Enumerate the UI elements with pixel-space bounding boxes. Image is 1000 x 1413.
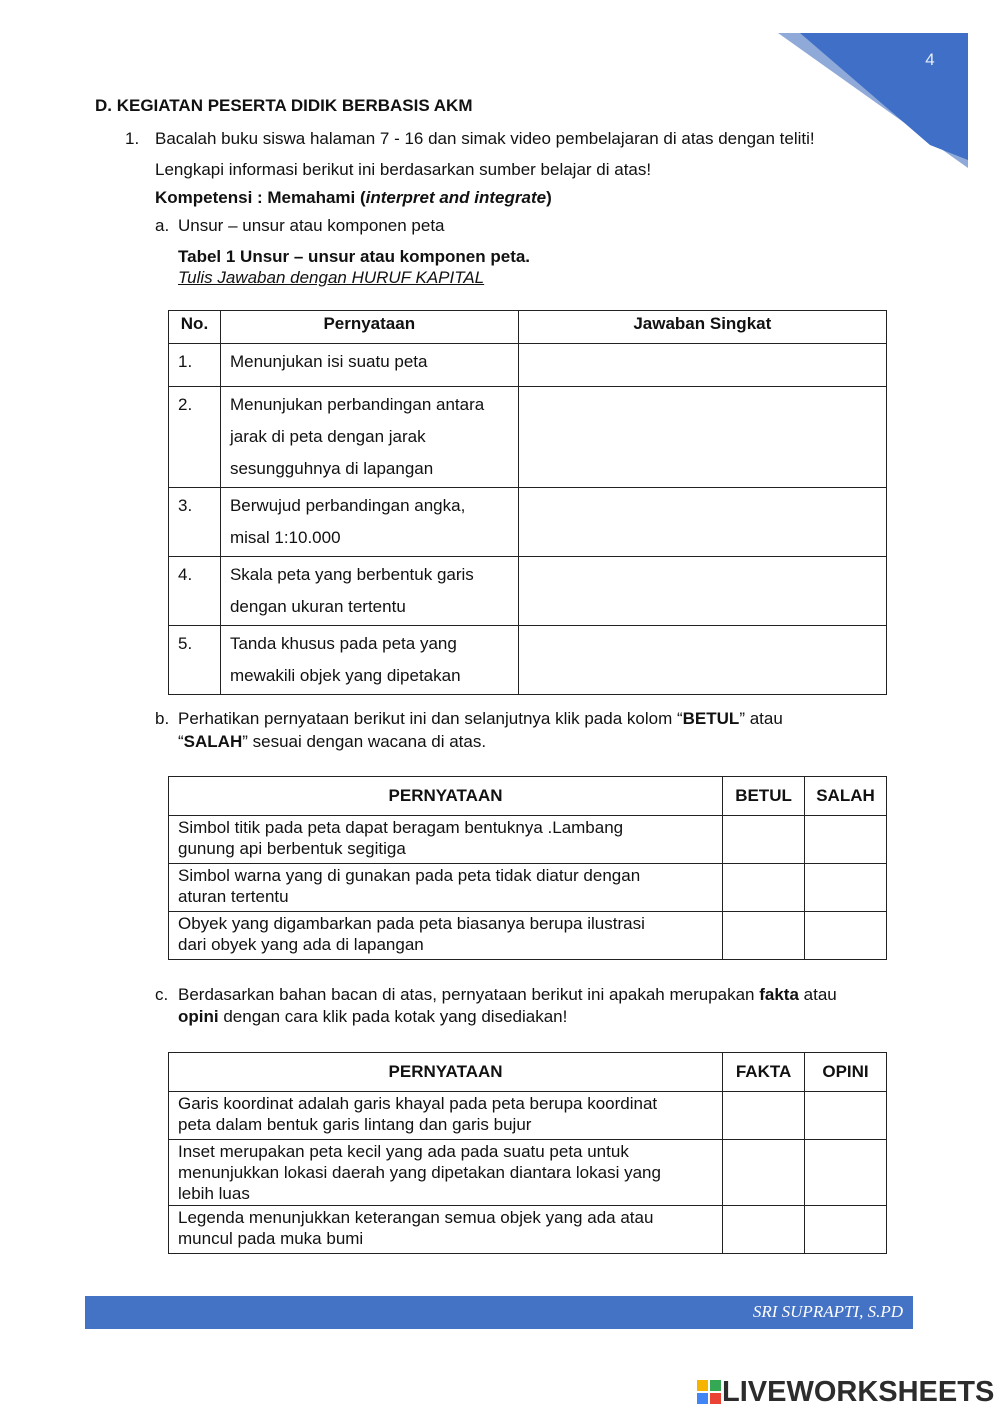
header-statement: PERNYATAAN bbox=[169, 1053, 723, 1092]
header-betul: BETUL bbox=[723, 777, 805, 816]
competency-prefix: Kompetensi : Memahami ( bbox=[155, 188, 366, 207]
fakta-checkbox-cell[interactable] bbox=[723, 1206, 805, 1254]
part-c-instruction-1 bbox=[178, 985, 837, 1005]
instr-text: ” sesuai dengan wacana di atas. bbox=[242, 732, 487, 751]
liveworksheets-brand[interactable]: LIVEWORKSHEETS bbox=[722, 1376, 995, 1408]
row-number: 2. bbox=[169, 387, 221, 488]
opini-checkbox-cell[interactable] bbox=[805, 1092, 887, 1140]
fakta-checkbox-cell[interactable] bbox=[723, 1140, 805, 1206]
part-a-label: a. bbox=[155, 216, 170, 235]
statement-line: Legenda menunjukkan keterangan semua objek yang ada atau bbox=[178, 1208, 654, 1227]
row-statement bbox=[169, 864, 723, 912]
row-statement bbox=[169, 912, 723, 960]
part-b-instruction-2 bbox=[178, 732, 486, 752]
page-number: 4 bbox=[925, 50, 935, 69]
salah-checkbox-cell[interactable] bbox=[805, 864, 887, 912]
salah-checkbox-cell[interactable] bbox=[805, 912, 887, 960]
fakta-checkbox-cell[interactable] bbox=[723, 1092, 805, 1140]
statement-line: lebih luas bbox=[178, 1184, 250, 1203]
opini-checkbox-cell[interactable] bbox=[805, 1140, 887, 1206]
header-opini: OPINI bbox=[805, 1053, 887, 1092]
statement-line: menunjukkan lokasi daerah yang dipetakan diantara lokasi yang bbox=[178, 1163, 661, 1182]
statement-line: mewakili objek yang dipetakan bbox=[229, 666, 461, 685]
table-row bbox=[169, 864, 887, 912]
table-1-header-row bbox=[169, 311, 887, 344]
statement-line: sesungguhnya di lapangan bbox=[229, 459, 434, 478]
instr-text: ” atau bbox=[739, 709, 783, 728]
table-fact-opinion bbox=[168, 1052, 887, 1254]
header-statement: PERNYATAAN bbox=[169, 777, 723, 816]
item-1-sub-instruction: Lengkapi informasi berikut ini berdasarkan sumber belajar di atas! bbox=[155, 160, 652, 179]
row-statement bbox=[169, 1206, 723, 1254]
table-row bbox=[169, 912, 887, 960]
statement-line: Menunjukan isi suatu peta bbox=[229, 352, 428, 371]
header-salah: SALAH bbox=[805, 777, 887, 816]
instr-bold: BETUL bbox=[682, 709, 740, 728]
footer-author: SRI SUPRAPTI, S.PD bbox=[752, 1302, 903, 1321]
table-1-header-answer: Jawaban Singkat bbox=[518, 311, 886, 344]
instr-text: atau bbox=[798, 985, 837, 1004]
statement-line: Garis koordinat adalah garis khayal pada peta berupa koordinat bbox=[178, 1094, 658, 1113]
row-statement bbox=[169, 1140, 723, 1206]
table-row bbox=[169, 1206, 887, 1254]
table-row bbox=[169, 344, 887, 387]
instr-bold: fakta bbox=[759, 985, 799, 1004]
part-c-instruction-2 bbox=[178, 1007, 567, 1027]
table-1-components bbox=[168, 310, 887, 695]
statement-line: aturan tertentu bbox=[178, 887, 289, 906]
instr-text: dengan cara klik pada kotak yang disediakan! bbox=[218, 1007, 568, 1026]
competency-suffix: ) bbox=[546, 188, 552, 207]
instr-text: “ bbox=[178, 732, 184, 751]
table-row bbox=[169, 816, 887, 864]
table-row bbox=[169, 1140, 887, 1206]
row-number: 4. bbox=[169, 557, 221, 626]
salah-checkbox-cell[interactable] bbox=[805, 816, 887, 864]
liveworksheets-logo-icon bbox=[697, 1380, 721, 1404]
statement-line: muncul pada muka bumi bbox=[178, 1229, 364, 1248]
statement-line: misal 1:10.000 bbox=[229, 528, 341, 547]
statement-line: jarak di peta dengan jarak bbox=[229, 427, 426, 446]
statement-line: Skala peta yang berbentuk garis bbox=[229, 565, 474, 584]
part-c-label: c. bbox=[155, 985, 169, 1004]
table-1-note: Tulis Jawaban dengan HURUF KAPITAL bbox=[178, 268, 485, 287]
header-fakta: FAKTA bbox=[723, 1053, 805, 1092]
statement-line: Obyek yang digambarkan pada peta biasanya berupa ilustrasi bbox=[178, 914, 645, 933]
row-statement bbox=[220, 626, 518, 695]
item-1-number: 1. bbox=[125, 129, 140, 148]
part-b-instruction-1 bbox=[178, 709, 783, 729]
item-1-instruction: Bacalah buku siswa halaman 7 - 16 dan simak video pembelajaran di atas dengan teliti! bbox=[155, 129, 815, 148]
statement-line: gunung api berbentuk segitiga bbox=[178, 839, 406, 858]
statement-line: Simbol warna yang di gunakan pada peta tidak diatur dengan bbox=[178, 866, 641, 885]
table-true-false bbox=[168, 776, 887, 960]
betul-checkbox-cell[interactable] bbox=[723, 864, 805, 912]
table-1-header-statement: Pernyataan bbox=[220, 311, 518, 344]
row-number: 1. bbox=[169, 344, 221, 387]
answer-cell[interactable] bbox=[518, 344, 886, 387]
betul-checkbox-cell[interactable] bbox=[723, 912, 805, 960]
table-row bbox=[169, 557, 887, 626]
table-c-header-row bbox=[169, 1053, 887, 1092]
statement-line: Tanda khusus pada peta yang bbox=[229, 634, 457, 653]
row-number: 3. bbox=[169, 488, 221, 557]
answer-cell[interactable] bbox=[518, 626, 886, 695]
instr-text: Berdasarkan bahan bacan di atas, pernyataan berikut ini apakah merupakan bbox=[178, 985, 760, 1004]
statement-line: peta dalam bentuk garis lintang dan garis bujur bbox=[178, 1115, 532, 1134]
answer-cell[interactable] bbox=[518, 488, 886, 557]
table-row bbox=[169, 1092, 887, 1140]
statement-line: Simbol titik pada peta dapat beragam bentuknya .Lambang bbox=[178, 818, 624, 837]
row-statement bbox=[169, 816, 723, 864]
instr-text: Perhatikan pernyataan berikut ini dan selanjutnya klik pada kolom “ bbox=[178, 709, 683, 728]
answer-cell[interactable] bbox=[518, 557, 886, 626]
part-a-title: Unsur – unsur atau komponen peta bbox=[178, 216, 445, 235]
table-b-header-row bbox=[169, 777, 887, 816]
statement-line: Menunjukan perbandingan antara bbox=[229, 395, 485, 414]
row-statement bbox=[220, 557, 518, 626]
instr-bold: opini bbox=[178, 1007, 219, 1026]
footer-bar bbox=[85, 1296, 913, 1329]
instr-bold: SALAH bbox=[183, 732, 243, 751]
table-row bbox=[169, 626, 887, 695]
row-statement bbox=[220, 488, 518, 557]
competency-italic: interpret and integrate bbox=[365, 188, 547, 207]
part-b-label: b. bbox=[155, 709, 170, 728]
table-1-header-no: No. bbox=[169, 311, 221, 344]
statement-line: Berwujud perbandingan angka, bbox=[229, 496, 466, 515]
row-number: 5. bbox=[169, 626, 221, 695]
statement-line: dari obyek yang ada di lapangan bbox=[178, 935, 424, 954]
corner-dark-triangle bbox=[800, 33, 968, 160]
table-row bbox=[169, 387, 887, 488]
table-row bbox=[169, 488, 887, 557]
section-title: D. KEGIATAN PESERTA DIDIK BERBASIS AKM bbox=[95, 96, 473, 115]
answer-cell[interactable] bbox=[518, 387, 886, 488]
competency-line bbox=[155, 188, 552, 208]
row-statement bbox=[169, 1092, 723, 1140]
opini-checkbox-cell[interactable] bbox=[805, 1206, 887, 1254]
statement-line: dengan ukuran tertentu bbox=[229, 597, 406, 616]
betul-checkbox-cell[interactable] bbox=[723, 816, 805, 864]
row-statement bbox=[220, 387, 518, 488]
row-statement bbox=[220, 344, 518, 387]
table-1-caption: Tabel 1 Unsur – unsur atau komponen peta. bbox=[178, 247, 531, 266]
statement-line: Inset merupakan peta kecil yang ada pada suatu peta untuk bbox=[178, 1142, 629, 1161]
